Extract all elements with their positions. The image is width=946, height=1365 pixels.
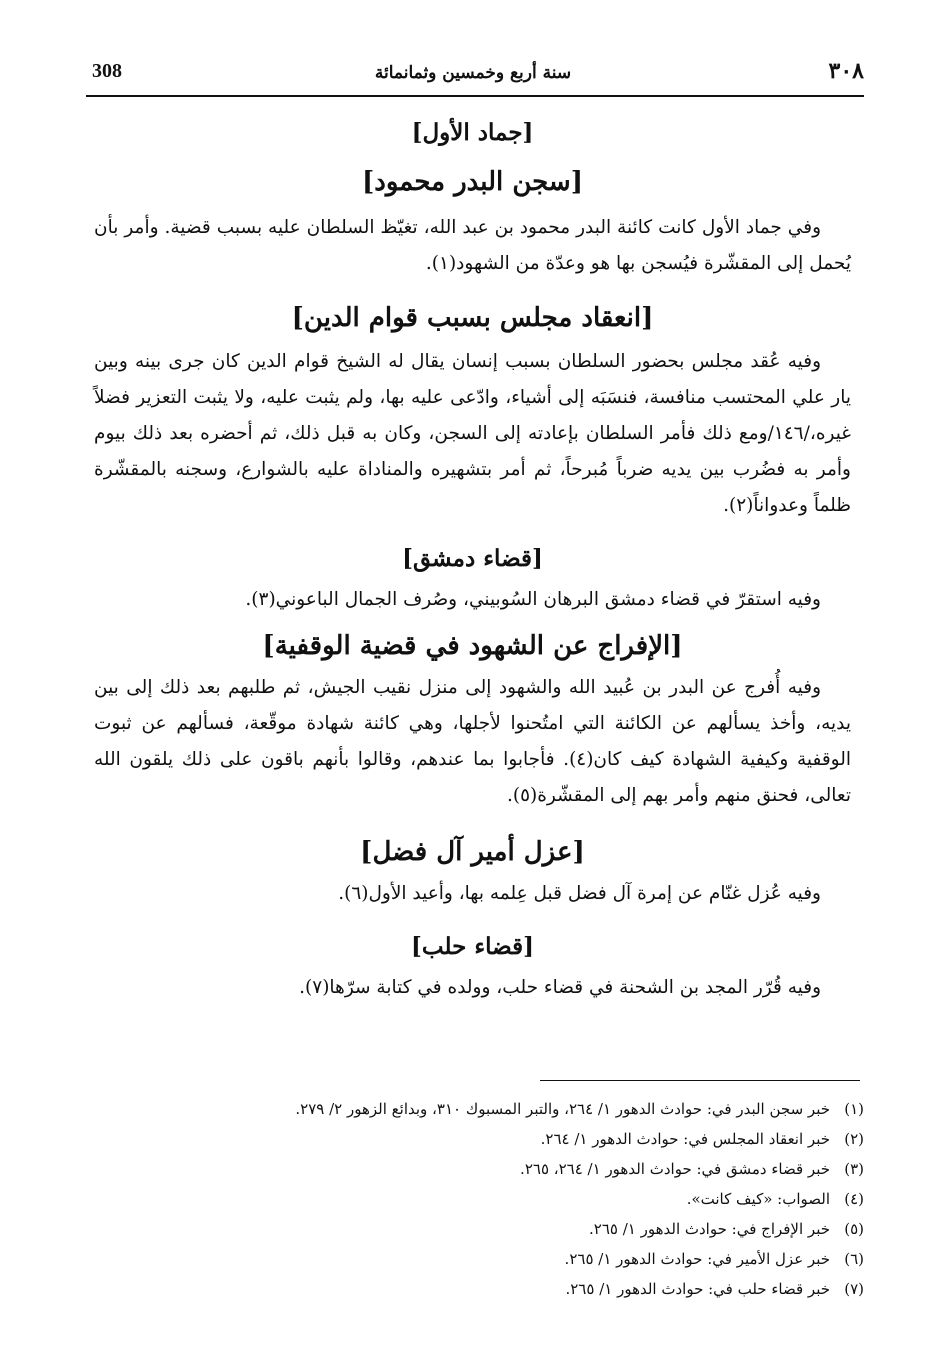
footnote-item [120, 1244, 864, 1274]
footnote-number: (٣) [844, 1160, 864, 1178]
footnotes [120, 1094, 864, 1304]
footnote-text: خبر قضاء حلب في: حوادث الدهور ١/ ٢٦٥. [565, 1280, 830, 1298]
section-heading: [سجن البدر محمود] [361, 167, 583, 197]
footnote-item [120, 1124, 864, 1154]
footnote-text: خبر قضاء دمشق في: حوادث الدهور ١/ ٢٦٤، ٢٦٥. [520, 1160, 830, 1178]
section-paragraph: وفيه استقرّ في قضاء دمشق البرهان السُوبيني، وصُرف الجمال الباعوني(٣). [245, 589, 821, 610]
footnote-number: (٧) [844, 1280, 864, 1298]
section-paragraph: وفيه عُزل غنّام عن إمرة آل فضل قبل عِلمه بها، وأعيد الأول(٦). [338, 883, 821, 904]
footnote-divider [540, 1080, 860, 1081]
footnote-item [120, 1274, 864, 1304]
footnote-text: الصواب: «كيف كانت». [686, 1190, 830, 1208]
footnote-item [120, 1214, 864, 1244]
page-number-arabic: ٣٠٨ [828, 58, 864, 84]
section-heading: [قضاء دمشق] [402, 545, 543, 572]
section-heading: [الإفراج عن الشهود في قضية الوقفية] [262, 631, 683, 661]
footnote-text: خبر انعقاد المجلس في: حوادث الدهور ١/ ٢٦٤. [540, 1130, 830, 1148]
footnote-item [120, 1184, 864, 1214]
section-paragraph: وفيه أُفرج عن البدر بن عُبيد الله والشهود إلى منزل نقيب الجيش، ثم طلبهم بعد ذلك إلى بين يديه، وأخذ يسألهم عن الكائنة التي امتُحنوا لأجلها، وهي كائنة شهادة موقّعة، فسألهم عن ثبوت الوقفية وكيفية الشهادة كيف كان(٤). فأجابوا بما عندهم، وقالوا بأنهم باقون على ذلك يلقون الله تعالى، فحنق منهم وأمر بهم إلى المقشّرة(٥). [94, 677, 851, 806]
section-heading: [جماد الأول] [411, 119, 534, 146]
section-heading: [عزل أمير آل فضل] [360, 837, 585, 867]
footnote-item [120, 1154, 864, 1184]
footnote-number: (٢) [844, 1130, 864, 1148]
footnote-text: خبر عزل الأمير في: حوادث الدهور ١/ ٢٦٥. [564, 1250, 830, 1268]
footnote-number: (٤) [844, 1190, 864, 1208]
section-paragraph: وفيه عُقد مجلس بحضور السلطان بسبب إنسان يقال له الشيخ قوام الدين كان جرى بينه وبين يار علي المحتسب منافسة، فنسَبَه إلى أشياء، وادّعى عليه بها، ولم يثبت عليه، ولا يثبت التعزير فضلاً غيره،/١٤٦/ومع ذلك فأمر السلطان بإعادته إلى السجن، وكان به قبل ذلك، ثم أحضره بعد ذلك بيوم وأمر به فضُرب بين يديه ضرباً مُبرحاً، ثم أمر بتشهيره والمناداة عليه بالشوارع، وسجنه بالمقشّرة ظلماً وعدواناً(٢). [94, 351, 851, 516]
main-text [94, 112, 851, 1006]
footnote-text: خبر الإفراج في: حوادث الدهور ١/ ٢٦٥. [588, 1220, 830, 1238]
section-paragraph: وفي جماد الأول كانت كائنة البدر محمود بن عبد الله، تغيّظ السلطان عليه بسبب قضية. وأمر بأن يُحمل إلى المقشّرة فيُسجن بها هو وعدّة من الشهود(١). [94, 217, 851, 274]
header-divider [86, 95, 864, 97]
section-heading: [انعقاد مجلس بسبب قوام الدين] [291, 303, 654, 333]
section-heading: [قضاء حلب] [411, 933, 534, 960]
footnote-item [120, 1094, 864, 1124]
footnote-number: (٦) [844, 1250, 864, 1268]
running-header-title: سنة أربع وخمسين وثمانمائة [374, 63, 572, 83]
section-paragraph: وفيه قُرّر المجد بن الشحنة في قضاء حلب، وولده في كتابة سرّها(٧). [299, 977, 821, 998]
page-number-latin: 308 [92, 60, 122, 82]
footnote-number: (٥) [844, 1220, 864, 1238]
footnote-text: خبر سجن البدر في: حوادث الدهور ١/ ٢٦٤، والتبر المسبوك ٣١٠، وبدائع الزهور ٢/ ٢٧٩. [295, 1100, 830, 1118]
footnote-number: (١) [844, 1100, 864, 1118]
